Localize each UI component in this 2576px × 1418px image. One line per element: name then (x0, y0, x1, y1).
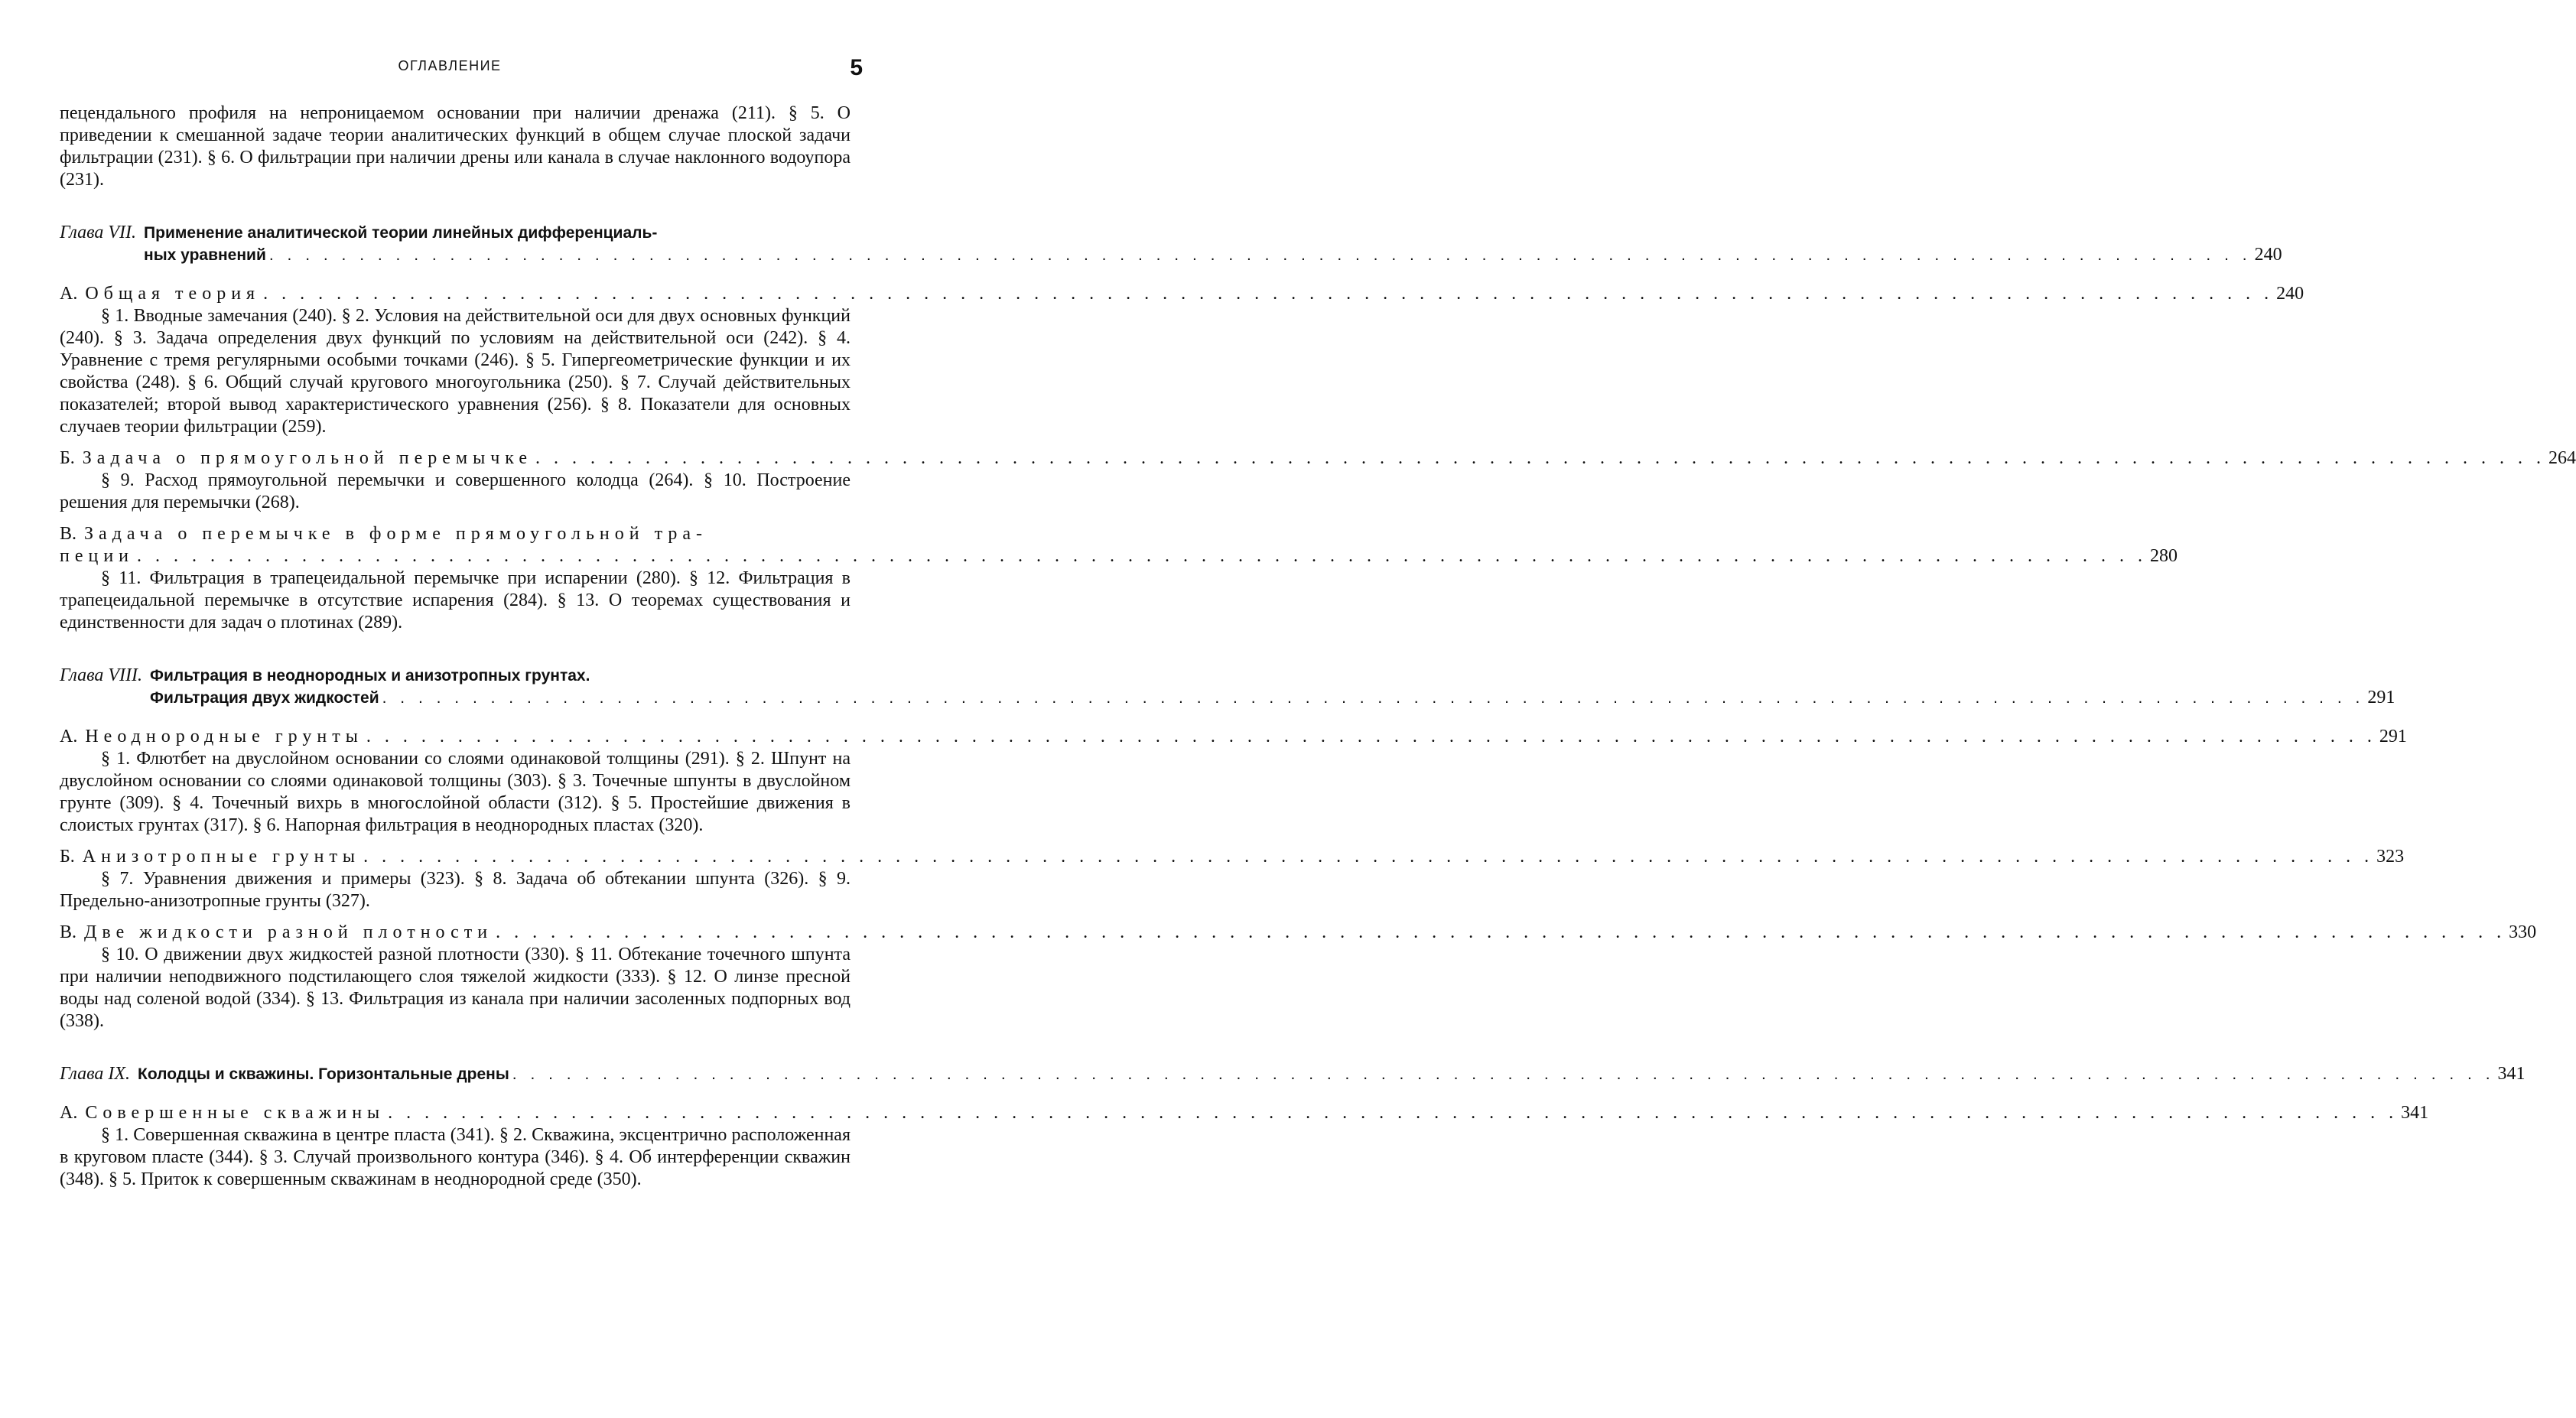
section-page: 323 (2376, 847, 2405, 867)
section-text: § 1. Совершенная скважина в центре пласта (341). § 2. Скважина, эксцентрично расположенная в круговом пласте (344). § 3. Случай произвольного контура (346). § 4. Об интерференции скважин (348). § 5. Приток к совершенным скважинам в неоднородной среде (350). (60, 1125, 851, 1189)
dot-leader (269, 244, 2252, 266)
section-letter: Б. (60, 847, 75, 867)
toc-content (60, 102, 2576, 1191)
intro-paragraph: пецендального профиля на непроницаемом основании при наличии дренажа (211). § 5. О приведении к смешанной задаче теории аналитических функций в общем случае плоской задачи фильтрации (231). § 6. О фильтрации при наличии дрены или канала в случае наклонного водоупора (231). (60, 103, 851, 190)
dot-leader (382, 687, 2365, 709)
chapter-9-heading (60, 1063, 2526, 1085)
section-title: Две жидкости разной плотности (84, 922, 493, 942)
section-text: § 1. Вводные замечания (240). § 2. Условия на действительной оси для двух основных функций (240). § 3. Задача определения двух функций по условиям на действительной оси (242). § 4. Уравнение с тремя регулярными особыми точками (246). § 5. Гипергеометрические функции и их свойства (248). § 6. Общий случай кругового многоугольника (250). § 7. Случай действительных показателей; второй вывод характеристического уравнения (256). § 8. Показатели для основных случаев теории фильтрации (259). (60, 306, 851, 437)
section-8a (60, 726, 2407, 837)
section-7b (60, 447, 2576, 514)
section-letter: А. (60, 727, 78, 746)
page-header (37, 55, 863, 86)
chapter-title-line: Колодцы и скважины. Горизонтальные дрены (138, 1065, 509, 1083)
chapter-page: 240 (2254, 245, 2282, 265)
section-letter: В. (60, 922, 77, 942)
section-text: § 11. Фильтрация в трапецеидальной перемычке при испарении (280). § 12. Фильтрация в трапецеидальной перемычке в отсутствие испарения (284). § 13. О теоремах существования и единственности для задач о плотинах (289). (60, 568, 851, 633)
section-page: 291 (2379, 727, 2407, 746)
chapter-label: Глава IX. (60, 1064, 131, 1084)
section-letter: А. (60, 1103, 78, 1123)
section-title: Неоднородные грунты (85, 727, 363, 746)
section-9a (60, 1102, 2429, 1191)
chapter-page: 341 (2497, 1064, 2526, 1084)
section-text: § 10. О движении двух жидкостей разной плотности (330). § 11. Обтекание точечного шпунта при наличии неподвижного подстилающего слоя тяжелой жидкости (333). § 12. О линзе пресной воды над соленой водой (334). § 13. Фильтрация из канала при наличии засоленных подпорных вод (338). (60, 945, 851, 1031)
dot-leader (512, 1063, 2495, 1085)
section-title: Совершенные скважины (85, 1103, 385, 1123)
chapter-label: Глава VII. (60, 223, 137, 242)
section-page: 330 (2509, 922, 2537, 942)
dot-leader (363, 846, 2373, 868)
section-page: 341 (2401, 1103, 2429, 1123)
section-text: § 7. Уравнения движения и примеры (323). § 8. Задача об обтекании шпунта (326). § 9. Предельно-анизотропные грунты (327). (60, 869, 851, 911)
section-text: § 1. Флютбет на двуслойном основании со слоями одинаковой толщины (291). § 2. Шпунт на двуслойном основании со слоями одинаковой толщины (303). § 3. Точечные шпунты в двуслойном грунте (309). § 4. Точечный вихрь в многослойной области (312). § 5. Простейшие движения в слоистых грунтах (317). § 6. Напорная фильтрация в неоднородных пластах (320). (60, 749, 851, 835)
section-title-cont: пеции (60, 546, 135, 566)
section-title: Задача о прямоугольной перемычке (82, 448, 533, 468)
section-title: Задача о перемычке в форме прямоугольной тра- (84, 524, 708, 544)
section-title: Общая теория (85, 284, 261, 304)
section-letter: А. (60, 284, 78, 304)
section-7a (60, 283, 2304, 438)
section-7c (60, 523, 2178, 634)
section-page: 280 (2150, 546, 2178, 566)
chapter-page: 291 (2367, 688, 2395, 707)
section-letter: Б. (60, 448, 75, 468)
chapter-title-line: Применение аналитической теории линейных дифференциаль- (144, 224, 658, 242)
chapter-7-heading (60, 222, 2282, 266)
chapter-8-heading (60, 665, 2395, 709)
dot-leader (388, 1102, 2398, 1124)
section-page: 240 (2276, 284, 2304, 304)
chapter-title-line: ных уравнений (144, 246, 266, 264)
section-8c (60, 922, 2537, 1033)
chapter-label: Глава VIII. (60, 665, 143, 685)
page-number: 5 (850, 55, 863, 80)
chapter-title-line: Фильтрация двух жидкостей (150, 689, 379, 707)
dot-leader (137, 545, 2147, 568)
section-letter: В. (60, 524, 77, 544)
dot-leader (263, 283, 2273, 305)
running-title: ОГЛАВЛЕНИЕ (398, 58, 502, 73)
dot-leader (366, 726, 2376, 748)
section-8b (60, 846, 2405, 912)
dot-leader (535, 447, 2545, 470)
section-text: § 9. Расход прямоугольной перемычки и совершенного колодца (264). § 10. Построение решения для перемычки (268). (60, 470, 851, 512)
section-page: 264 (2548, 448, 2576, 468)
chapter-title-line: Фильтрация в неоднородных и анизотропных грунтах. (150, 667, 590, 685)
section-title: Анизотропные грунты (82, 847, 361, 867)
dot-leader (496, 922, 2506, 944)
